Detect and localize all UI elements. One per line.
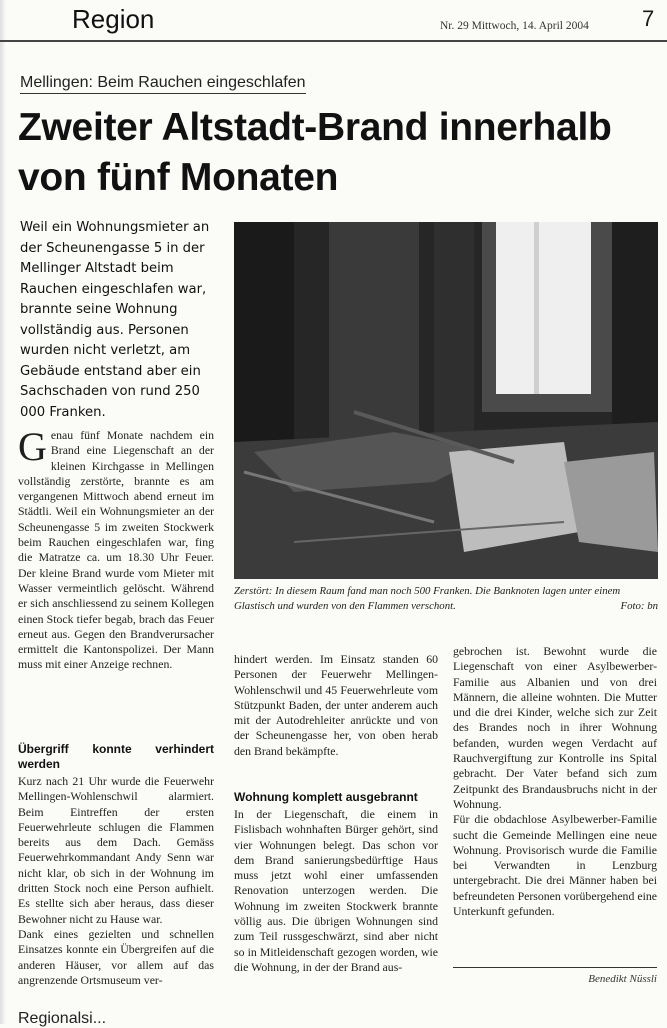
article-headline: Zweiter Altstadt-Brand innerhalb von fünf Monaten bbox=[18, 106, 612, 199]
body-intro: enau fünf Monate nachdem ein Brand eine Liegenschaft an der kleinen Kirchgasse in Mellingen vollständig zerstörte, brannte es am vergangenen Mittwoch abend erneut im Städtli. Weil ein Wohnungsmieter an der Scheunengasse 5 im zweiten Stockwerk beim Rauchen eingeschlafen war, fing die Matratze ca. um 18.30 Uhr Feuer. Der kleine Brand wurde vom Mieter mit Wasser vermeintlich gelöscht. Während er sich anschliessend zu seinem Kollegen einen Stock tiefer begab, brach das Feuer erneut aus. Gegen den Brandverursacher ermittelt die Kantonspolizei. Der Mann muss mit einer Anzeige rechnen. bbox=[18, 428, 214, 672]
column-3-text-b: Für die obdachlose Asylbewerber-Familie sucht die Gemeinde Mellingen eine neue Wohnung. Provisorisch wurde die Familie bei Verwandten in Lenzburg untergebracht. Die drei Männer haben bei befreundeten Personen vorübergehend eine Unterkunft gefunden. bbox=[453, 812, 657, 919]
column-3-text: gebrochen ist. Bewohnt wurde die Liegenschaft von einer Asylbewerber-Familie aus Albanien und von drei Männern, die alleine wohnten. Die Mutter und die drei Kinder, welche sich zur Zeit des Brandes noch in ihrer Wohnung befanden, wurden wegen Verdacht auf Rauchvergiftung zur Kontrolle ins Spital gebracht. Der Vater befand sich zum Zeitpunkt des Brandausbruchs nicht in der Wohnung. bbox=[453, 644, 657, 811]
article-kicker: Mellingen: Beim Rauchen eingeschlafen bbox=[20, 74, 306, 94]
body-column-2 bbox=[234, 652, 438, 759]
body-column-1 bbox=[18, 424, 214, 673]
drop-cap: G bbox=[18, 424, 47, 469]
author-divider bbox=[453, 967, 657, 968]
author-byline: Benedikt Nüssli bbox=[588, 973, 657, 985]
page-number: 7 bbox=[642, 6, 655, 31]
next-article-fragment: Regionalsi... bbox=[18, 1010, 107, 1027]
article-lead: Weil ein Wohnungsmieter an der Scheunengasse 5 in der Mellinger Altstadt beim Rauchen eingeschlafen war, brannte seine Wohnung vollständig aus. Personen wurden nicht verletzt, am Gebäude entstand aber ein Sachschaden von rund 250 000 Franken. bbox=[20, 220, 210, 420]
issue-date: Nr. 29 Mittwoch, 14. April 2004 bbox=[440, 20, 589, 32]
body-column-3 bbox=[453, 644, 657, 919]
photo-caption bbox=[234, 584, 658, 614]
section-uebergriff-cont: Dank eines gezielten und schnellen Einsatzes konnte ein Übergreifen auf die anderen Häuser, vor allem auf das angrenzende Ortsmuseum ver- bbox=[18, 926, 214, 987]
header-divider bbox=[0, 40, 667, 42]
subhead-wohnung: Wohnung komplett ausgebrannt bbox=[234, 790, 418, 804]
body-column-2-lower bbox=[234, 790, 438, 975]
photo-drawing bbox=[234, 222, 658, 579]
scan-edge bbox=[0, 0, 6, 1024]
fire-damage-photo bbox=[234, 222, 658, 579]
body-column-1-lower bbox=[18, 742, 214, 988]
photo-credit: Foto: bn bbox=[620, 600, 658, 612]
column-2-text: hindert werden. Im Einsatz standen 60 Personen der Feuerwehr Mellingen-Wohlenschwil und 45 Feuerwehrleute vom Stützpunkt Baden, der unter anderem auch mit der Autodrehleiter anrückte und von der Scheunengasse her, von oben herab den Brand bekämpfte. bbox=[234, 652, 438, 758]
caption-text: Zerstört: In diesem Raum fand man noch 500 Franken. Die Banknoten lagen unter einem Glastisch und wurden von den Flammen verschont. bbox=[234, 585, 621, 612]
section-title: Region bbox=[72, 4, 155, 34]
subhead-uebergriff: Übergriff konnte verhindert werden bbox=[18, 742, 214, 771]
section-uebergriff: Kurz nach 21 Uhr wurde die Feuerwehr Mellingen-Wohlenschwil alarmiert. Beim Eintreffen der ersten Feuerwehrleute schlugen die Flammen bereits aus dem Dach. Gemäss Feuerwehrkommandant Andy Senn war nicht klar, ob sich in der Wohnung im dritten Stock noch eine Person aufhielt. Es stellte sich aber heraus, dass dieser Bewohner nicht zu Hause war. bbox=[18, 774, 214, 926]
section-wohnung: In der Liegenschaft, die einem in Fislisbach wohnhaften Bürger gehört, sind vier Wohnungen belegt. Das schon vor dem Brand sanierungsbedürftige Haus muss jetzt wohl einer umfassenden Renovation unterzogen werden. Die Wohnung im zweiten Stockwerk brannte völlig aus. Die übrigen Wohnungen sind zum Teil russgeschwärzt, sind aber nicht so in Mitleidenschaft gezogen worden, wie die Wohnung, in der der Brand aus- bbox=[234, 807, 438, 974]
